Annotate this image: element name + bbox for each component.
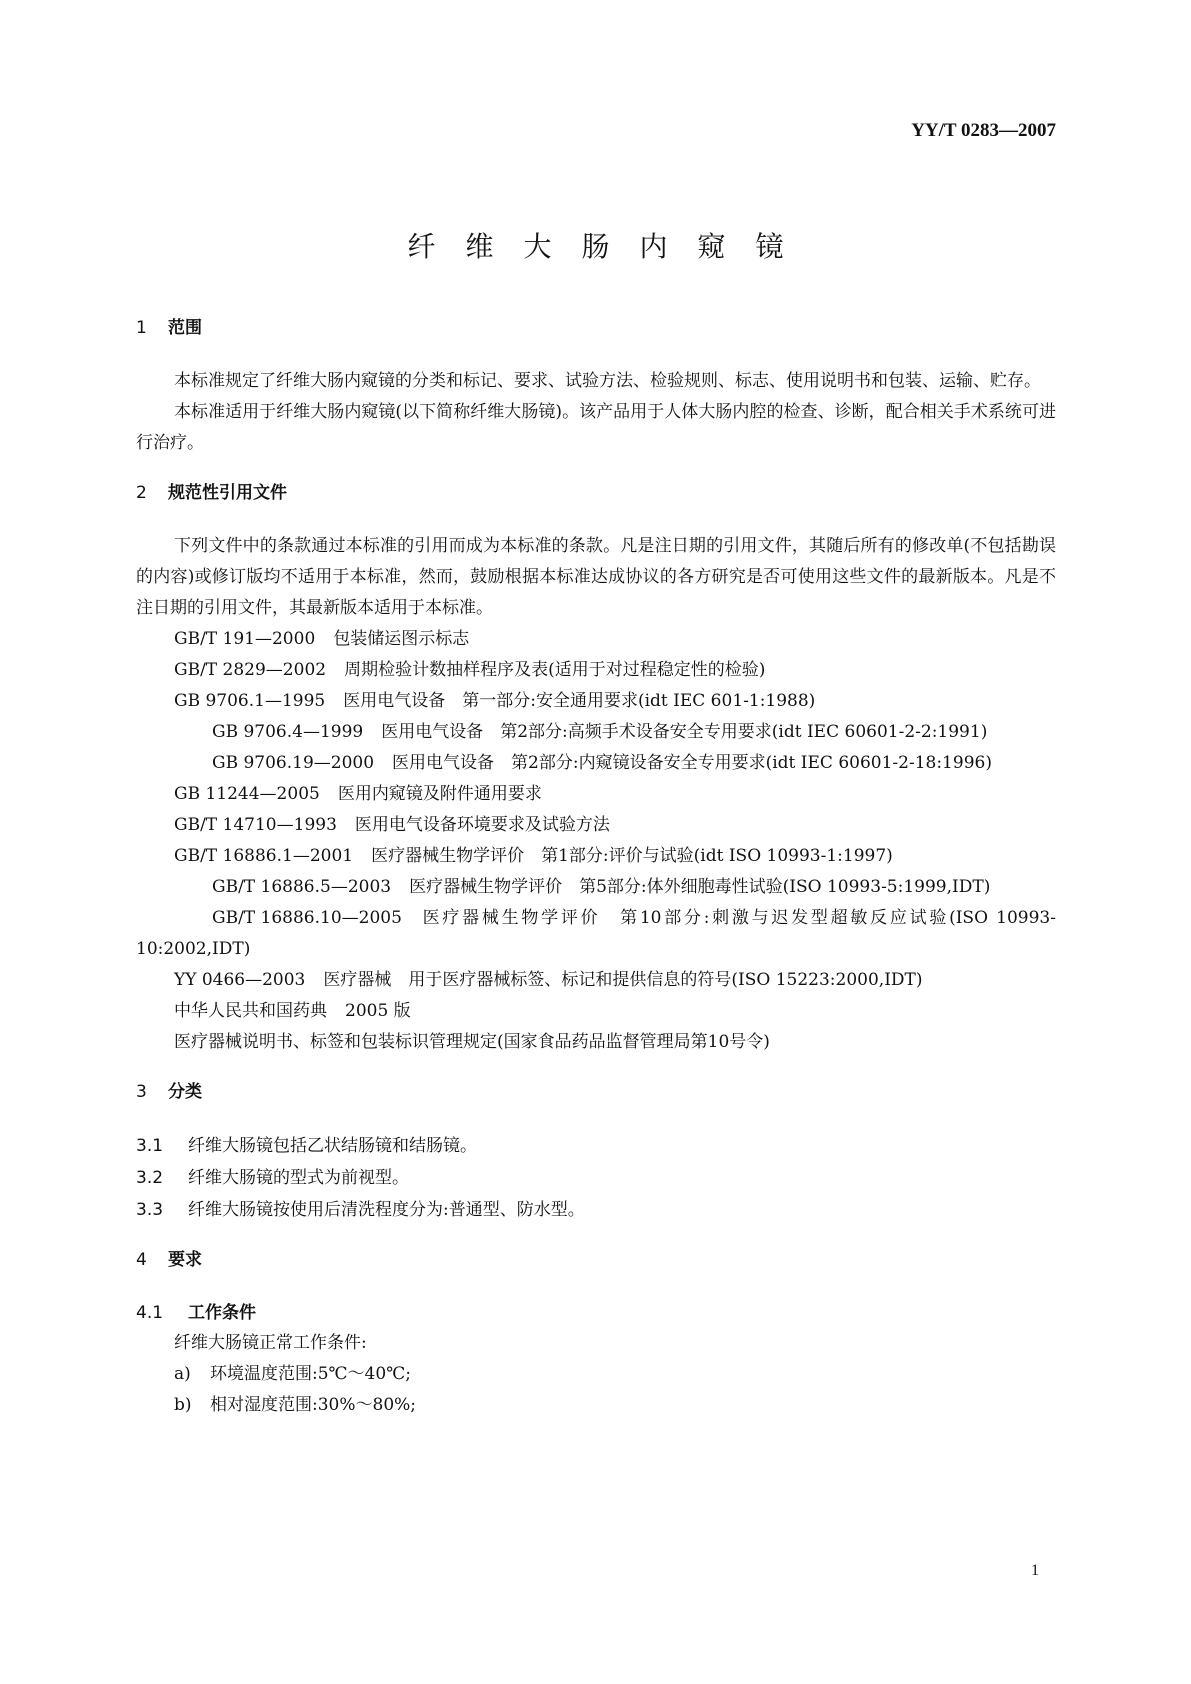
section-1-heading xyxy=(136,316,1056,340)
reference-title: 医用内窥镜及附件通用要求 xyxy=(337,784,542,804)
section-number: 1 xyxy=(136,318,147,338)
reference-code: GB 11244—2005 xyxy=(174,784,320,804)
reference-title: 医疗器械 用于医疗器械标签、标记和提供信息的符号(ISO 15223:2000,IDT) xyxy=(323,970,923,990)
reference-item xyxy=(136,872,1056,903)
reference-code: GB 9706.1—1995 xyxy=(174,691,326,711)
reference-item xyxy=(136,779,1056,810)
condition-text: 环境温度范围:5℃～40℃; xyxy=(210,1364,411,1384)
reference-title: 周期检验计数抽样程序及表(适用于对过程稳定性的检验) xyxy=(344,660,766,680)
reference-item xyxy=(136,810,1056,841)
page-number: 1 xyxy=(1031,1562,1039,1579)
list-marker: a) xyxy=(174,1364,191,1384)
section-1-paragraph-2: 本标准适用于纤维大肠内窥镜(以下简称纤维大肠镜)。该产品用于人体大肠内腔的检查、诊断，配合相关手术系统可进行治疗。 xyxy=(136,402,1056,453)
clause-3-1 xyxy=(136,1130,1056,1162)
clause-text: 纤维大肠镜按使用后清洗程度分为:普通型、防水型。 xyxy=(188,1200,585,1220)
reference-item xyxy=(136,996,1056,1027)
reference-title: 医用电气设备 第2部分:高频手术设备安全专用要求(idt IEC 60601-2-2:1991) xyxy=(381,722,988,742)
section-title: 要求 xyxy=(168,1250,202,1270)
reference-title: 医用电气设备 第2部分:内窥镜设备安全专用要求(idt IEC 60601-2-18:1996) xyxy=(392,753,992,773)
reference-title: 医用电气设备环境要求及试验方法 xyxy=(354,815,610,835)
list-marker: b) xyxy=(174,1395,192,1415)
reference-title: 医疗器械说明书、标签和包装标识管理规定(国家食品药品监督管理局第10号令) xyxy=(174,1032,770,1052)
reference-title: 医疗器械生物学评价 第10部分:刺激与迟发型超敏反应试验(ISO 10993-10:2002,IDT) xyxy=(136,908,1056,959)
section-title: 范围 xyxy=(168,318,202,338)
reference-code: YY 0466—2003 xyxy=(174,970,306,990)
section-3-heading xyxy=(136,1080,1056,1104)
clause-4-1-intro: 纤维大肠镜正常工作条件: xyxy=(174,1333,367,1353)
reference-item xyxy=(136,1027,1056,1058)
clause-text: 纤维大肠镜包括乙状结肠镜和结肠镜。 xyxy=(188,1136,477,1156)
clause-number: 4.1 xyxy=(136,1303,164,1323)
condition-text: 相对湿度范围:30%～80%; xyxy=(210,1395,417,1415)
reference-item xyxy=(136,903,1056,965)
section-1-paragraph-1: 本标准规定了纤维大肠内窥镜的分类和标记、要求、试验方法、检验规则、标志、使用说明书和包装、运输、贮存。 xyxy=(174,371,1041,391)
reference-code: GB/T 2829—2002 xyxy=(174,660,327,680)
reference-item xyxy=(136,624,1056,655)
section-title: 规范性引用文件 xyxy=(168,483,287,503)
section-title: 分类 xyxy=(168,1082,202,1102)
clause-3-3 xyxy=(136,1194,1056,1226)
clause-title: 工作条件 xyxy=(188,1303,256,1323)
reference-title: 包装储运图示标志 xyxy=(333,629,470,649)
standard-code: YY/T 0283—2007 xyxy=(911,120,1056,141)
reference-code: GB/T 191—2000 xyxy=(174,629,316,649)
reference-item xyxy=(136,841,1056,872)
section-4-heading xyxy=(136,1248,1056,1272)
reference-code: 中华人民共和国药典 xyxy=(174,1001,327,1021)
condition-item xyxy=(136,1390,1056,1421)
reference-code: GB/T 16886.5—2003 xyxy=(212,877,392,897)
section-2-heading xyxy=(136,481,1056,505)
clause-3-2 xyxy=(136,1162,1056,1194)
reference-item xyxy=(136,655,1056,686)
clause-text: 纤维大肠镜的型式为前视型。 xyxy=(188,1168,409,1188)
reference-title: 医疗器械生物学评价 第5部分:体外细胞毒性试验(ISO 10993-5:1999,IDT) xyxy=(409,877,991,897)
reference-item xyxy=(136,748,1056,779)
section-number: 4 xyxy=(136,1250,147,1270)
section-number: 3 xyxy=(136,1082,147,1102)
reference-title: 2005 版 xyxy=(345,1001,411,1021)
reference-code: GB/T 14710—1993 xyxy=(174,815,337,835)
reference-code: GB 9706.19—2000 xyxy=(212,753,375,773)
reference-item xyxy=(136,686,1056,717)
condition-item xyxy=(136,1359,1056,1390)
reference-code: GB 9706.4—1999 xyxy=(212,722,364,742)
reference-title: 医疗器械生物学评价 第1部分:评价与试验(idt ISO 10993-1:1997) xyxy=(371,846,893,866)
clause-number: 3.1 xyxy=(136,1136,164,1156)
reference-title: 医用电气设备 第一部分:安全通用要求(idt IEC 601-1:1988) xyxy=(343,691,816,711)
reference-code: GB/T 16886.1—2001 xyxy=(174,846,354,866)
clause-number: 3.3 xyxy=(136,1200,164,1220)
reference-item xyxy=(136,717,1056,748)
section-number: 2 xyxy=(136,483,147,503)
reference-item xyxy=(136,965,1056,996)
clause-number: 3.2 xyxy=(136,1168,164,1188)
document-title: 纤维大肠内窥镜 xyxy=(407,230,814,263)
document-body xyxy=(136,316,1056,1421)
reference-code: GB/T 16886.10—2005 xyxy=(212,908,402,928)
section-2-intro: 下列文件中的条款通过本标准的引用而成为本标准的条款。凡是注日期的引用文件，其随后所有的修改单(不包括勘误的内容)或修订版均不适用于本标准，然而，鼓励根据本标准达成协议的各方研究是否可使用这些文件的最新版本。凡是不注日期的引用文件，其最新版本适用于本标准。 xyxy=(136,536,1056,618)
clause-4-1-heading xyxy=(136,1298,1056,1328)
